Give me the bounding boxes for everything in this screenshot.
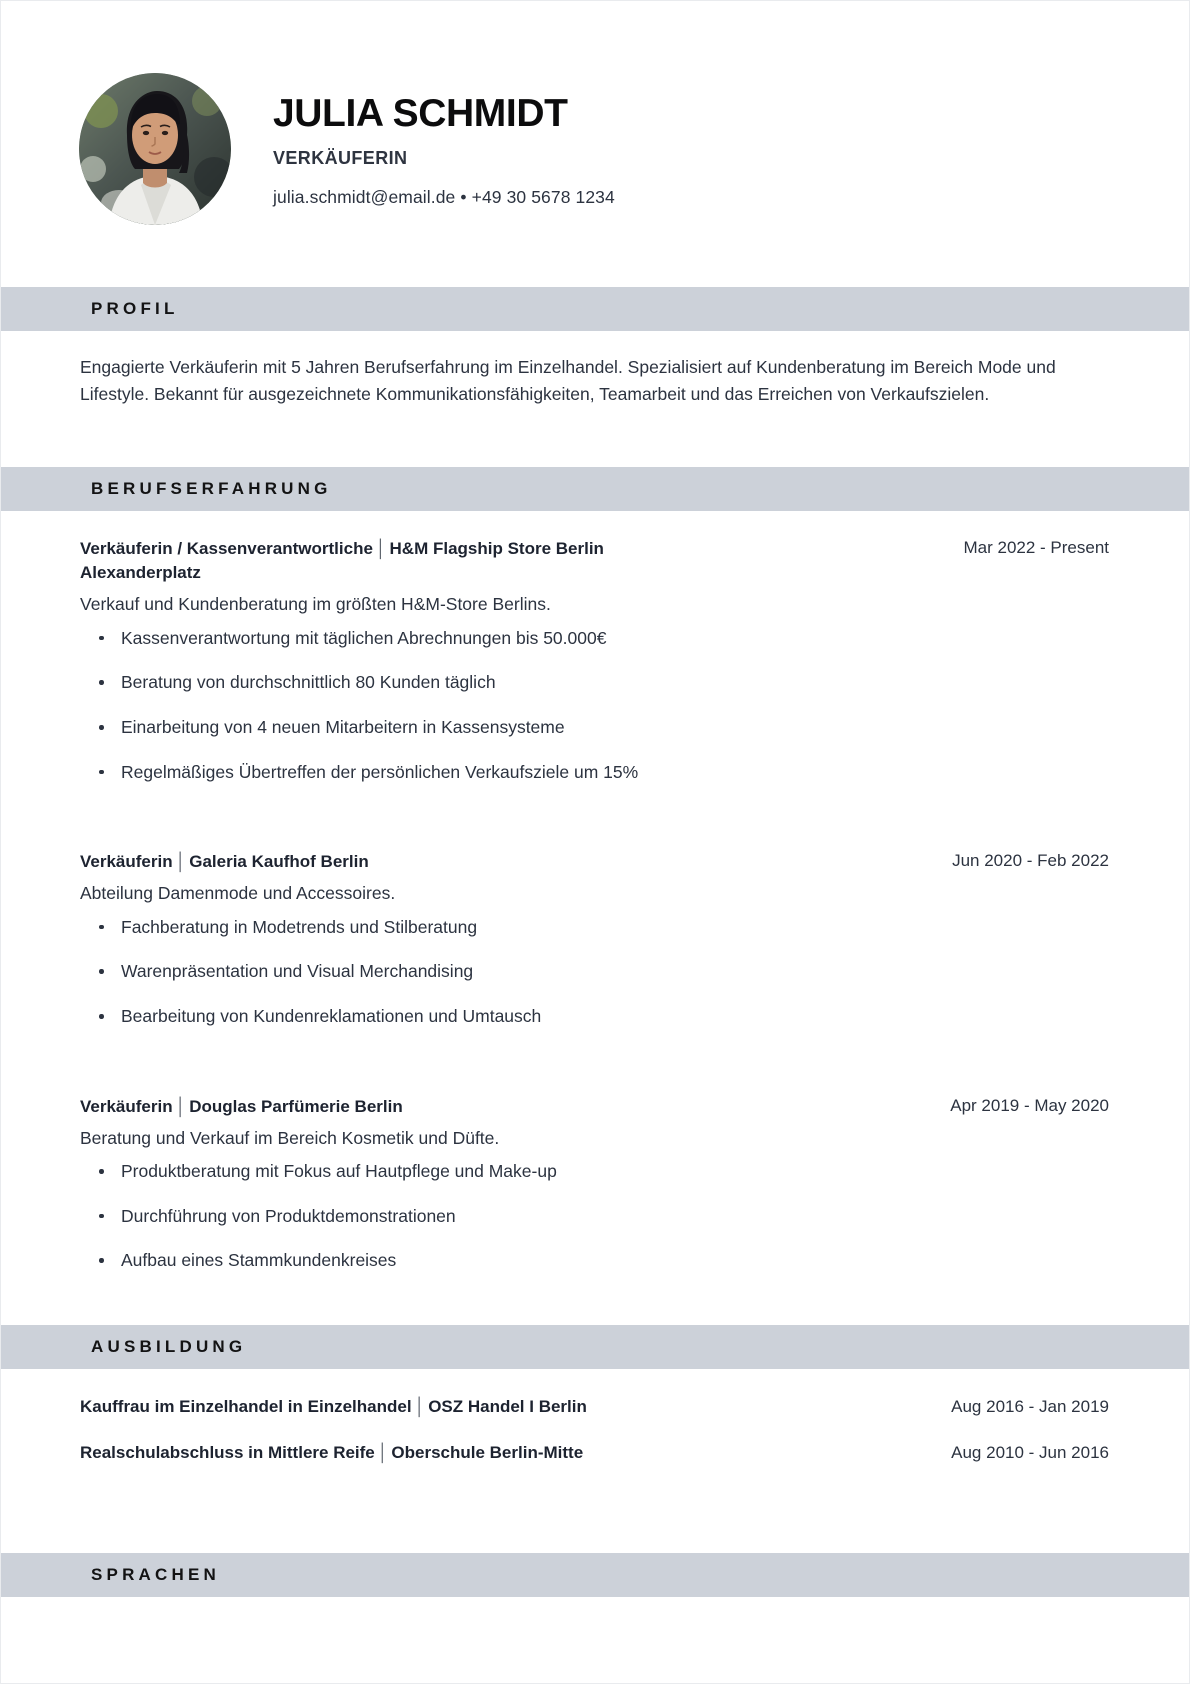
section-header-sprachen (1, 1553, 1189, 1597)
experience-item-title (80, 850, 369, 874)
contact-separator: • (460, 187, 467, 208)
list-item: Warenpräsentation und Visual Merchandising (80, 960, 1109, 984)
experience-item-head (80, 850, 1109, 874)
experience-list (80, 537, 1109, 1273)
education-item (80, 1395, 1109, 1419)
experience-dates: Jun 2020 - Feb 2022 (952, 851, 1109, 871)
experience-spacer (80, 814, 1109, 850)
education-list (80, 1395, 1109, 1465)
education-dates: Aug 2010 - Jun 2016 (951, 1442, 1109, 1462)
job-role: VERKÄUFERIN (273, 148, 408, 169)
list-item: Durchführung von Produktdemonstrationen (80, 1205, 1109, 1229)
experience-block (1, 537, 1189, 1273)
section-title-ausbildung: AUSBILDUNG (91, 1337, 247, 1357)
profile-summary-text: Engagierte Verkäuferin mit 5 Jahren Berufserfahrung im Einzelhandel. Spezialisiert auf Kundenberatung im Bereich Mode und Lifestyle. Bekannt für ausgezeichnete Kommunikationsfähigkeiten, Teamarbeit und das Erreichen von Verkaufszielen. (80, 357, 1056, 404)
education-item (80, 1441, 1109, 1465)
experience-spacer (80, 1059, 1109, 1095)
experience-position: Verkäuferin (80, 852, 173, 872)
experience-summary: Beratung und Verkauf im Bereich Kosmetik und Düfte. (80, 1127, 500, 1148)
experience-item-head (80, 537, 1109, 585)
title-separator: │ (375, 539, 387, 559)
list-item: Kassenverantwortung mit täglichen Abrechnungen bis 50.000€ (80, 627, 1109, 651)
experience-bullet-list (80, 916, 1109, 1029)
experience-item-title (80, 537, 720, 585)
education-degree: Kauffrau im Einzelhandel in Einzelhandel (80, 1397, 412, 1417)
section-header-profil (1, 287, 1189, 331)
education-block (1, 1395, 1189, 1465)
experience-company: Galeria Kaufhof Berlin (189, 852, 369, 872)
title-separator: │ (175, 852, 187, 872)
experience-summary: Abteilung Damenmode und Accessoires. (80, 883, 396, 904)
section-title-profil: PROFIL (91, 299, 179, 318)
list-item: Einarbeitung von 4 neuen Mitarbeitern in Kassensysteme (80, 716, 1109, 740)
experience-item (80, 1095, 1109, 1273)
experience-item-title (80, 1095, 403, 1119)
experience-dates: Apr 2019 - May 2020 (950, 1095, 1109, 1115)
education-degree: Realschulabschluss in Mittlere Reife (80, 1442, 375, 1462)
section-title-sprachen: SPRACHEN (91, 1564, 221, 1584)
title-separator: │ (377, 1442, 389, 1462)
avatar (79, 73, 231, 225)
profile-block (1, 354, 1189, 407)
list-item: Fachberatung in Modetrends und Stilberatung (80, 916, 1109, 940)
education-school: Oberschule Berlin-Mitte (391, 1442, 584, 1462)
experience-company: H&M Flagship Store Berlin Alexanderplatz (80, 539, 604, 583)
experience-bullet-list (80, 627, 1109, 785)
list-item: Produktberatung mit Fokus auf Hautpflege und Make-up (80, 1160, 1109, 1184)
resume-header (1, 1, 1189, 225)
list-item: Beratung von durchschnittlich 80 Kunden täglich (80, 671, 1109, 695)
education-item-title (80, 1395, 587, 1419)
list-item: Bearbeitung von Kundenreklamationen und Umtausch (80, 1005, 1109, 1029)
page-title: JULIA SCHMIDT (273, 91, 568, 135)
education-spacer (1, 1465, 1189, 1501)
education-school: OSZ Handel I Berlin (428, 1397, 587, 1417)
title-separator: │ (414, 1397, 426, 1417)
experience-item (80, 537, 1109, 784)
list-item: Aufbau eines Stammkundenkreises (80, 1249, 1109, 1273)
section-header-ausbildung (1, 1325, 1189, 1369)
section-title-berufserfahrung: BERUFSERFAHRUNG (91, 479, 332, 499)
experience-company: Douglas Parfümerie Berlin (189, 1096, 403, 1116)
experience-summary: Verkauf und Kundenberatung im größten H&M-Store Berlins. (80, 594, 551, 615)
contact-line (273, 187, 615, 208)
experience-dates: Mar 2022 - Present (963, 538, 1109, 558)
email-text: julia.schmidt@email.de (273, 187, 456, 208)
experience-bullet-list (80, 1160, 1109, 1273)
portrait-photo-icon (79, 73, 231, 225)
phone-text: +49 30 5678 1234 (471, 187, 615, 208)
title-separator: │ (175, 1096, 187, 1116)
experience-position: Verkäuferin (80, 1096, 173, 1116)
identity-block (273, 90, 615, 209)
education-dates: Aug 2016 - Jan 2019 (951, 1397, 1109, 1417)
experience-position: Verkäuferin / Kassenverantwortliche (80, 539, 373, 559)
experience-item-head (80, 1095, 1109, 1119)
list-item: Regelmäßiges Übertreffen der persönlichen Verkaufsziele um 15% (80, 761, 1109, 785)
section-header-berufserfahrung (1, 467, 1189, 511)
education-item-title (80, 1441, 583, 1465)
experience-item (80, 850, 1109, 1028)
